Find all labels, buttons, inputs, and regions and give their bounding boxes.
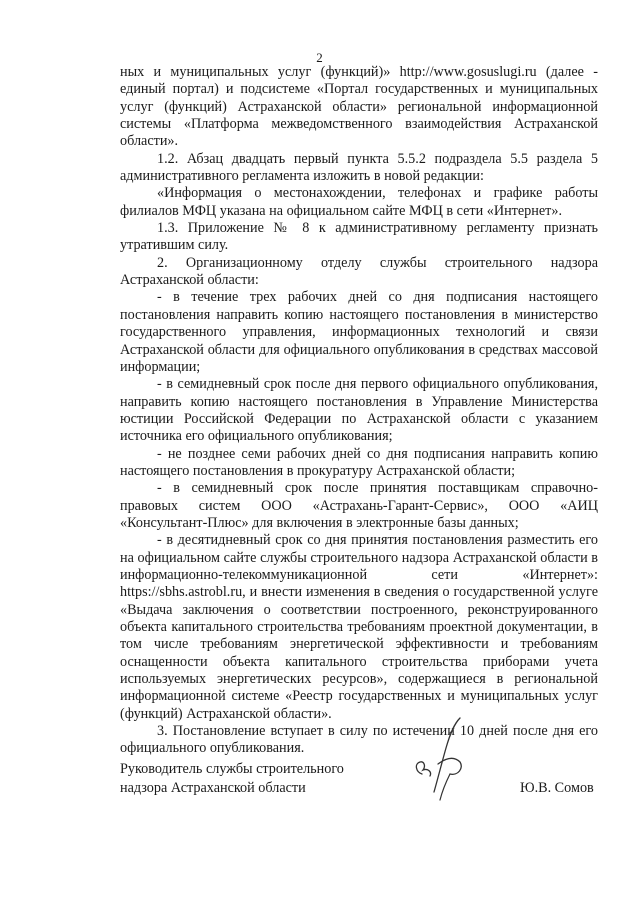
paragraph-2-item-1: - в течение трех рабочих дней со дня подписания настоящего постановления направить копию настоящего постановления в министерство государственного управления, информационных технологий и связи Астраханской области для официального опубликования в средствах массовой информации; (120, 289, 598, 375)
handwritten-signature (412, 712, 482, 802)
paragraph-1-2: 1.2. Абзац двадцать первый пункта 5.5.2 подраздела 5.5 раздела 5 административного регламента изложить в новой редакции: (120, 150, 598, 185)
signatory-position-line2: надзора Астраханской области (120, 780, 306, 796)
paragraph-2-item-5: - в десятидневный срок со дня принятия постановления разместить его на официальном сайте службы строительного надзора Астраханской области в информационно-телекоммуникационной сети «Интернет»: https://sbhs.astrobl.ru, и внести изменения в сведения о государственной услуге «Выдача заключения о соответствии построенного, реконструированного объекта капитального строительства требованиям проектной документации, в том числе требованиям энергетической эффективности и требованиям оснащенности объекта капитального строительства приборами учета используемых энергетических ресурсов», содержащиеся в региональной информационной системе «Реестр государственных и муниципальных услуг (функций) Астраханской области». (120, 532, 598, 722)
signatory-position-line1: Руководитель службы строительного (120, 761, 344, 777)
paragraph-1-2-quote: «Информация о местонахождении, телефонах и графике работы филиалов МФЦ указана на официальном сайте МФЦ в сети «Интернет». (120, 185, 598, 219)
paragraph-2: 2. Организационному отделу службы строительного надзора Астраханской области: (120, 254, 598, 289)
page-number: 2 (316, 50, 323, 65)
paragraph-1-3: 1.3. Приложение № 8 к административному регламенту признать утратившим силу. (120, 220, 598, 254)
paragraph-portal-continuation: ных и муниципальных услуг (функций)» http://www.gosuslugi.ru (далее - единый портал) и подсистеме «Портал государственных и муниципальных услуг (функций) Астраханской области» региональной информационной системы «Платформа межведомственного взаимодействия Астраханской области». (120, 64, 598, 150)
document-body (120, 64, 598, 758)
signatory-name: Ю.В. Сомов (520, 780, 594, 796)
paragraph-2-item-3: - не позднее семи рабочих дней со дня подписания направить копию настоящего постановления в прокуратуру Астраханской области; (120, 445, 598, 479)
paragraph-3: 3. Постановление вступает в силу по истечении 10 дней после дня его официального опубликования. (120, 723, 598, 757)
paragraph-2-item-4: - в семидневный срок после принятия поставщикам справочно-правовых систем ООО «Астрахань-Гарант-Сервис», ООО «АИЦ «Консультант-Плюс» для включения в электронные базы данных; (120, 480, 598, 531)
signatory-position (120, 760, 344, 798)
paragraph-2-item-2: - в семидневный срок после дня первого официального опубликования, направить копию настоящего постановления в Управление Министерства юстиции Российской Федерации по Астраханской области с указанием источника его официального опубликования; (120, 376, 598, 445)
